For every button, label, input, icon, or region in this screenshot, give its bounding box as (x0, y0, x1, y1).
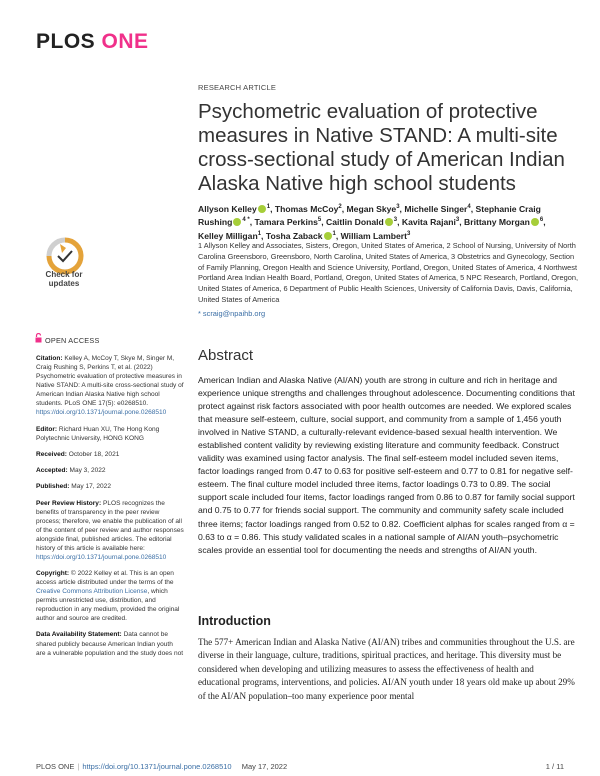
accepted-date: May 3, 2022 (69, 467, 106, 475)
author-name: Caitlin Donald (326, 217, 384, 228)
orcid-icon[interactable] (233, 218, 241, 226)
author-affiliation-number: 3 (455, 217, 460, 224)
logo-one: ONE (101, 30, 149, 53)
peer-review-link[interactable]: https://doi.org/10.1371/journal.pone.0268510 (36, 553, 167, 561)
copyright-block (36, 569, 184, 623)
orcid-icon[interactable] (324, 232, 332, 240)
published-block (36, 482, 184, 491)
badge-line1: Check for (45, 270, 83, 279)
author-list: Allyson Kelley $^1$, Thomas McCoy$^2$, Megan Skye$^3$, Michelle Singer$^4$, Stephanie Craig Rushing $^{4 *}$, Tamara Perkins$^5$, Caitlin Donald $^3$, Kavita Rajani$^3$, Brittany Morgan $^6$, Kelley Milligan$^1$, Tosha Zaback $^1$, William Lambert$^3$ (198, 203, 546, 241)
author-name: Brittany Morgan (464, 217, 530, 228)
editor-block (36, 425, 184, 443)
orcid-icon[interactable] (385, 218, 393, 226)
author-affiliation-number: 1 (257, 230, 262, 237)
citation-label: Citation: (36, 355, 63, 362)
peer-review-text: PLOS recognizes the benefits of transparency in the peer review process; therefore, we enable the publication of all of the content of peer review and author responses alongside final, published articles. The editorial history of this article is available here: (36, 499, 184, 552)
copyright-label: Copyright: (36, 570, 70, 578)
citation-doi-link[interactable]: https://doi.org/10.1371/journal.pone.0268510 (36, 409, 167, 417)
author-name: Kavita Rajani (401, 217, 456, 228)
author-name: Michelle Singer (404, 203, 468, 214)
author-name: Stephanie Craig Rushing (198, 203, 541, 228)
check-for-updates-icon[interactable] (35, 236, 95, 298)
author-affiliation-number: 1 (332, 230, 336, 237)
published-label: Published: (36, 483, 70, 491)
data-availability-text: Data cannot be shared publicly because American Indian youth are a vulnerable population and the study does not (36, 631, 184, 657)
author-affiliation-number: 3 (406, 230, 411, 237)
editor-text: Richard Huan XU, The Hong Kong Polytechnic University, HONG KONG (36, 425, 160, 442)
introduction-heading: Introduction (198, 614, 271, 628)
author-name: Kelley Milligan (198, 230, 258, 241)
accepted-block (36, 466, 184, 475)
introduction-text: The 577+ American Indian and Alaska Native (AI/AN) tribes and communities throughout the U.S. are diverse in their language, culture, traditions, spiritual practices, and heritage. This diversity must be considered when developing and utilizing measures to assess the effectiveness of health and educational programs, interventions, and policies. AI/AN youth under 18 years old make up about 29% of the AI/AN population–too many experience poor mental (198, 637, 575, 701)
author-affiliation-number: 4 * (242, 217, 250, 224)
author-name: Tamara Perkins (254, 217, 318, 228)
author-affiliation-number: 6 (539, 217, 544, 224)
author-affiliation-number: 5 (317, 217, 322, 224)
author-affiliation-number: 2 (338, 204, 342, 210)
author-name: Thomas McCoy (274, 203, 339, 214)
orcid-icon[interactable] (258, 205, 266, 213)
article-type: RESEARCH ARTICLE (198, 83, 277, 92)
data-availability-label: Data Availability Statement: (36, 631, 122, 639)
author-affiliation-number: 4 (467, 204, 471, 210)
data-availability-block (36, 630, 184, 657)
copyright-text-end: , which permits unrestricted use, distribution, and reproduction in any medium, provided the original author and source are credited. (36, 588, 180, 623)
author-affiliation-number: 1 (266, 204, 271, 210)
badge-line2: updates (48, 279, 80, 288)
copyright-text: © 2022 Kelley et al. This is an open access article distributed under the terms of the (36, 570, 174, 587)
open-access-lock-icon (35, 333, 42, 343)
article-title: Psychometric evaluation of protective measures in Native STAND: A multi-site cross-sectional study of American Indian Alaska Native high school students (198, 100, 565, 195)
check-for-updates-label (35, 270, 93, 288)
author-name: William Lambert (340, 230, 407, 241)
editor-label: Editor: (36, 425, 58, 433)
author-name: Megan Skye (346, 203, 397, 214)
journal-logo (36, 30, 149, 54)
author-affiliation-number: 3 (396, 204, 400, 210)
peer-review-label: Peer Review History: (36, 499, 102, 507)
citation-block (36, 354, 184, 417)
author-name: Allyson Kelley (198, 203, 257, 214)
logo-plos: PLOS (36, 30, 96, 53)
footer-journal: PLOS ONE (36, 762, 75, 771)
author-name: Tosha Zaback (265, 230, 323, 241)
accepted-label: Accepted: (36, 467, 68, 475)
footer-date: May 17, 2022 (241, 762, 288, 771)
citation-text: Kelley A, McCoy T, Skye M, Singer M, Craig Rushing S, Perkins T, et al. (2022) Psychometric evaluation of protective measures in Native STAND: A multi-site cross-sectional study of American Indian Alaska Native high school students. PLoS ONE 17(5): e0268510. (36, 355, 184, 408)
received-date: October 18, 2021 (68, 450, 120, 458)
peer-review-block (36, 499, 184, 562)
affiliations: 1 Allyson Kelley and Associates, Sisters, Oregon, United States of America, 2 School of Nursing, University of North Carolina Greensboro, Greensboro, North Carolina, United States of America, 3 Obstetrics and Gynecology, Section of Family Planning, Oregon Health and Science University, Portland, Oregon, United States of America, 4 Northwest Portland Area Indian Health Board, Portland, Oregon, United States of America, 5 NPC Research, Portland, Oregon, United States of America, 6 Department of Public Health Sciences, University of California Davis, Davis, California, United States of America (198, 241, 579, 304)
page-number: 1 / 11 (545, 762, 564, 771)
article-metadata-sidebar (36, 354, 184, 665)
orcid-icon[interactable] (531, 218, 539, 226)
abstract-heading: Abstract (198, 347, 254, 364)
abstract-text: American Indian and Alaska Native (AI/AN) youth are strong in culture and rich in heritage and experience unique strengths and challenges throughout adolescence. Documenting conditions that protect against risk factors associated with poor health outcomes are needed. We explored scales that measure self-esteem, culture, social support, and community from a sample of 1,456 youth involved in Native STAND, a culturally-relevant evidence-based sexual health intervention. We established content validity by reviewing existing literature and community feedback. Construct validity was examined using factor analysis. The final self-esteem model included seven items, factor loadings ranged from 0.47 to 0.63 for positive self-esteem and 0.77 to 0.81 for negative self-esteem. The final culture model included three items, factor loadings 0.73 to 0.89. The social support scale included four items, factor loadings ranged from 0.86 to 0.87 for family social support and 0.75 to 0.77 for friends social support. The community and community safety scale included three items; factor loadings ranged from 0.52 to 0.82. Coefficient alphas for scales ranged from α = 0.63 to α = 0.86. This study validated scales in a national sample of AI/AN youth–psychometric scales provide an essential tool for documenting the needs and strengths of AI/AN youth. (198, 375, 575, 555)
open-access-label: OPEN ACCESS (45, 336, 100, 345)
corresponding-email[interactable]: * scraig@npaihb.org (198, 309, 266, 318)
license-link[interactable]: Creative Commons Attribution License (36, 588, 148, 596)
page-footer: PLOS ONE | https://doi.org/10.1371/journal.pone.0268510 May 17, 2022 (36, 762, 288, 771)
footer-doi-link[interactable]: https://doi.org/10.1371/journal.pone.0268510 (82, 762, 232, 771)
published-date: May 17, 2022 (71, 483, 111, 491)
received-label: Received: (36, 450, 67, 458)
author-affiliation-number: 3 (393, 217, 398, 224)
received-block (36, 450, 184, 459)
